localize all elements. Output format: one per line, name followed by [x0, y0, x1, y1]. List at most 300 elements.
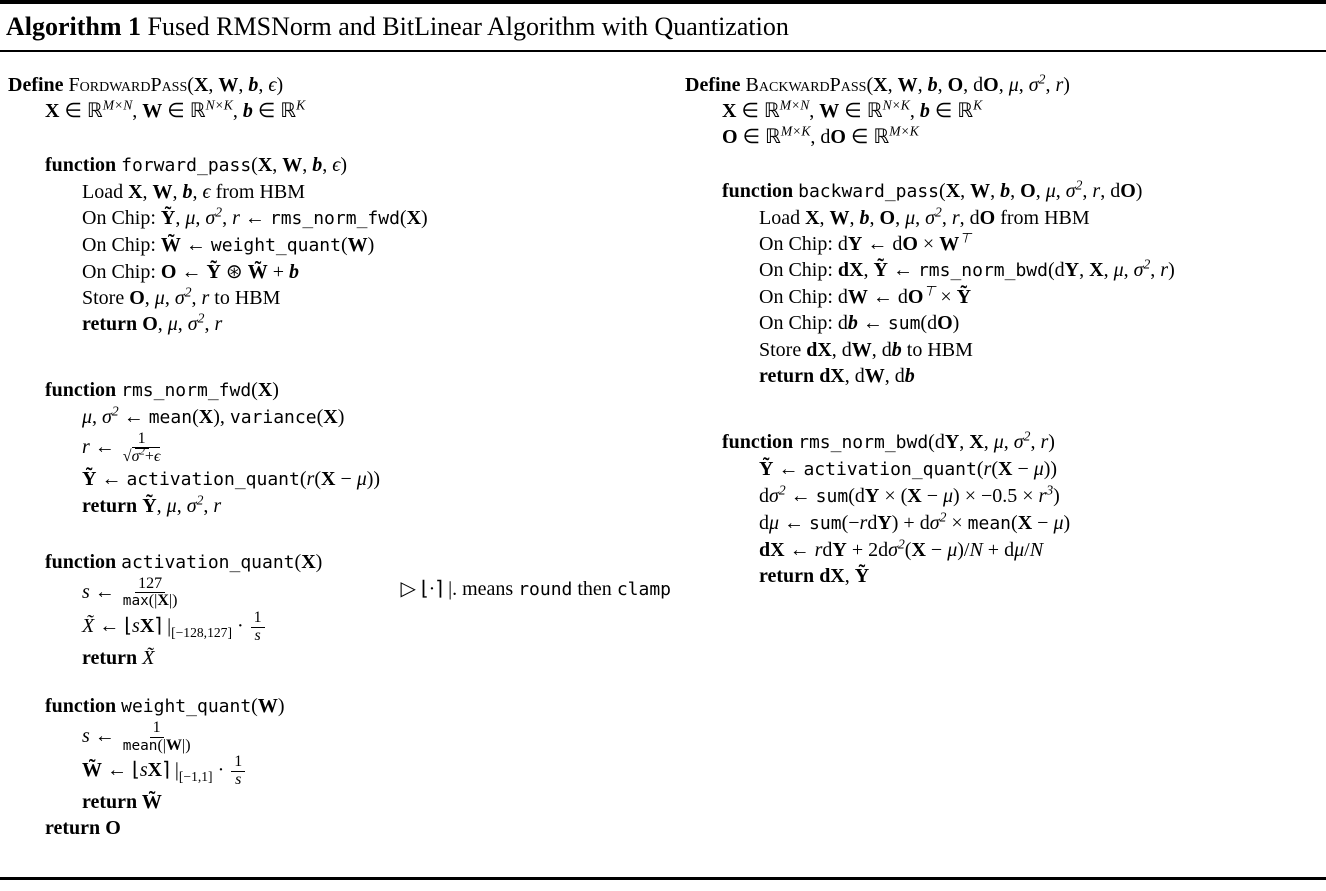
code-text: r — [232, 207, 240, 229]
code-text: X — [257, 379, 273, 401]
code-text: K — [296, 97, 306, 113]
code-text: σ — [131, 447, 140, 465]
code-text: , — [819, 207, 830, 229]
code-line — [685, 124, 1322, 150]
fraction — [251, 610, 265, 645]
code-text: μ — [947, 539, 958, 561]
bottom-rule — [0, 877, 1326, 880]
code-text: 2 — [196, 491, 204, 507]
code-text: O — [105, 816, 121, 839]
code-line — [685, 72, 1322, 98]
code-text: 1 — [137, 430, 146, 447]
fraction — [231, 754, 245, 789]
code-text: μ — [769, 512, 780, 534]
code-text: b — [904, 365, 915, 387]
code-line — [8, 152, 677, 179]
code-text: s — [82, 580, 90, 603]
code-text: σ — [925, 207, 936, 229]
code-text: dX — [806, 339, 832, 361]
code-text: b — [242, 100, 253, 122]
code-text: b — [859, 207, 870, 229]
code-text: to HBM — [209, 287, 281, 309]
code-text: ← — [779, 512, 810, 534]
code-text: clamp — [616, 578, 671, 600]
code-text: X — [320, 467, 336, 490]
code-text: O — [947, 74, 964, 96]
algorithm-label: Algorithm 1 — [6, 12, 142, 41]
code-text: Ỹ — [759, 458, 774, 480]
code-line — [685, 537, 1322, 563]
code-line — [8, 576, 677, 611]
code-text: ( — [316, 406, 324, 428]
code-line — [685, 231, 1322, 257]
algorithm-title — [6, 11, 1322, 43]
code-text: μ — [154, 287, 165, 309]
code-text: r — [213, 494, 222, 517]
code-text: ) — [952, 312, 960, 334]
code-text: (| — [148, 592, 158, 610]
code-text: O — [983, 74, 999, 96]
code-text: )) — [1043, 458, 1058, 480]
code-text: W — [939, 233, 960, 255]
code-text: rms_norm_fwd — [121, 380, 252, 401]
code-text: ∈ ℝ — [162, 100, 206, 122]
code-text: O — [907, 286, 924, 308]
code-text: ) — [1168, 259, 1175, 281]
code-text: ( — [192, 406, 199, 428]
code-text: b — [919, 100, 930, 122]
code-text: ← ⌊ — [94, 615, 133, 638]
code-text: ⊤ — [959, 230, 972, 246]
code-text: return — [82, 790, 142, 813]
code-text: ) — [1135, 180, 1143, 202]
code-text: , d — [810, 126, 831, 148]
code-text: , — [222, 207, 233, 229]
code-text: dX — [759, 539, 785, 561]
code-text: function — [722, 431, 799, 453]
code-text: O — [937, 312, 953, 334]
code-text: W — [142, 100, 163, 122]
code-line — [8, 404, 677, 431]
code-text: + — [144, 447, 154, 465]
code-text: N — [969, 539, 983, 561]
code-text: ( — [939, 180, 946, 202]
code-text: On Chip: d — [759, 312, 848, 334]
code-text: − — [1012, 458, 1034, 480]
code-text: Ỹ — [854, 565, 870, 587]
code-text: activation_quant — [126, 468, 300, 490]
code-text: backward_pass — [798, 181, 940, 202]
code-text: ← — [176, 261, 207, 283]
right-column — [677, 72, 1322, 841]
code-text: ( — [1011, 512, 1018, 534]
code-text: M×K — [780, 123, 811, 139]
code-text: ∈ ℝ — [845, 126, 890, 148]
code-text: · — [232, 615, 249, 638]
code-text: 2 — [939, 509, 947, 525]
code-line — [8, 789, 677, 815]
code-text: X̃ — [142, 646, 155, 669]
code-text: W — [851, 339, 872, 361]
code-text: ∈ ℝ — [737, 126, 781, 148]
code-text: W — [282, 154, 303, 176]
code-text: weight_quant — [210, 235, 341, 256]
code-text: On Chip: — [82, 261, 161, 283]
code-text: ( — [976, 458, 984, 480]
code-text: , — [849, 207, 860, 229]
code-text: − — [925, 539, 948, 561]
code-text: , — [1103, 259, 1114, 281]
code-text: , — [322, 154, 333, 176]
code-line — [685, 205, 1322, 231]
code-text: O — [129, 287, 145, 309]
code-text: X — [193, 74, 209, 96]
code-text: 2 — [1143, 256, 1151, 272]
code-text: Ỹ — [160, 207, 176, 229]
code-text: M×N — [779, 97, 810, 113]
code-text: X — [257, 154, 273, 176]
code-text: ϵ — [332, 154, 341, 176]
code-text: O — [160, 261, 177, 283]
code-text: , d — [963, 74, 984, 96]
code-text: μ — [167, 313, 178, 335]
code-text: ) — [276, 74, 284, 96]
code-text: W — [347, 234, 368, 256]
code-text: ← — [89, 435, 120, 458]
code-text: sum — [887, 313, 921, 334]
code-text: Ỹ — [956, 286, 972, 308]
code-text: )/ — [957, 539, 970, 561]
code-text: function — [45, 379, 122, 401]
code-text: W — [165, 736, 182, 754]
code-text: , — [909, 100, 920, 122]
code-text: X — [907, 485, 922, 507]
code-text: Load — [82, 181, 129, 203]
code-text: , — [156, 494, 167, 517]
algorithm-header — [0, 0, 1326, 52]
code-text: O — [879, 207, 896, 229]
code-text: return — [759, 565, 820, 587]
code-text: W̃ — [160, 234, 181, 256]
block-gap — [685, 389, 1322, 429]
code-text: , — [191, 287, 202, 309]
code-text: 127 — [138, 574, 163, 592]
algorithm-caption: Fused RMSNorm and BitLinear Algorithm with Quantization — [147, 12, 789, 41]
code-text: ) + d — [891, 512, 930, 534]
code-text: ← — [239, 207, 270, 229]
code-text: , — [937, 74, 948, 96]
code-text: , — [809, 100, 820, 122]
code-text: (− — [841, 512, 860, 534]
code-text: , — [203, 494, 214, 517]
code-text: μ — [166, 494, 177, 517]
code-text: X — [805, 207, 820, 229]
code-text: σ — [1065, 180, 1076, 202]
code-text: W — [970, 180, 991, 202]
code-text: r — [814, 539, 823, 561]
code-text: ( — [299, 467, 307, 490]
code-text: dX — [819, 365, 845, 387]
code-text: ) — [277, 694, 285, 717]
left-column — [8, 72, 677, 841]
code-text: O — [1020, 180, 1036, 202]
code-text: μ — [1033, 458, 1044, 480]
code-text: Y — [944, 431, 960, 453]
code-text: from HBM — [210, 181, 306, 203]
code-text: return — [82, 494, 143, 517]
code-text: − — [335, 467, 357, 490]
code-text: W — [257, 694, 278, 717]
code-text: σ — [174, 287, 185, 309]
code-text: X — [139, 615, 155, 638]
code-text: , — [1123, 259, 1134, 281]
code-text: 2 — [897, 536, 905, 552]
code-line — [8, 98, 677, 124]
fraction — [122, 720, 192, 755]
code-line — [8, 259, 677, 285]
code-text: ( — [866, 74, 874, 96]
code-line — [685, 363, 1322, 389]
code-text: Ỹ — [142, 494, 157, 517]
code-text: On Chip: — [759, 259, 838, 281]
code-text: N — [1029, 539, 1044, 561]
inline-comment — [400, 576, 677, 603]
code-text: , — [844, 565, 855, 587]
code-line — [685, 98, 1322, 124]
code-text: X — [301, 550, 316, 573]
code-text: b — [927, 74, 938, 96]
code-text: s — [254, 626, 261, 644]
code-text: , — [1045, 74, 1056, 96]
code-text: , — [132, 100, 143, 122]
code-text: X — [147, 759, 163, 782]
code-text: from HBM — [995, 207, 1090, 229]
code-text: b — [248, 74, 259, 96]
code-text: ← — [784, 539, 815, 561]
fraction — [122, 431, 162, 466]
code-text: ← ⌊ — [102, 759, 140, 782]
code-text: ) — [1063, 512, 1071, 534]
code-text: ← — [180, 234, 211, 256]
code-text: b — [288, 261, 299, 283]
code-text: ( — [251, 154, 258, 176]
code-text: W — [152, 181, 173, 203]
code-text: , — [176, 494, 187, 517]
code-text: μ — [993, 431, 1004, 453]
code-line — [685, 429, 1322, 456]
code-text: M×K — [889, 123, 919, 139]
code-text: r — [951, 207, 960, 229]
code-text: Y — [832, 539, 847, 561]
code-text: , — [990, 180, 1001, 202]
code-text: (d — [1047, 259, 1065, 281]
code-text: σ — [1028, 74, 1039, 96]
code-line — [685, 310, 1322, 337]
code-text: (d — [920, 312, 938, 334]
code-text: , — [195, 207, 206, 229]
code-text: , — [959, 431, 970, 453]
code-text: r — [201, 287, 210, 309]
code-text: X — [1089, 259, 1104, 281]
code-text: , d — [871, 339, 892, 361]
code-text: return — [82, 646, 143, 669]
code-line — [685, 257, 1322, 284]
code-text: ) — [367, 234, 375, 256]
code-text: d — [822, 539, 833, 561]
code-text: , — [204, 313, 215, 335]
code-text: , — [144, 287, 155, 309]
code-text: b — [1000, 180, 1011, 202]
code-text: , — [1150, 259, 1161, 281]
code-text: X — [1017, 512, 1033, 534]
code-line — [685, 456, 1322, 483]
code-text: W̃ — [141, 790, 162, 813]
code-text: 2 — [1075, 177, 1083, 193]
code-text: ) — [340, 154, 348, 176]
code-text: ← — [887, 259, 918, 281]
code-text: O — [902, 233, 918, 255]
code-text: , — [272, 154, 283, 176]
code-text: function — [45, 550, 122, 573]
code-text: 2 — [197, 310, 205, 326]
block-gap — [8, 337, 677, 377]
code-text: b — [847, 312, 858, 334]
code-text: b — [312, 154, 323, 176]
algorithm-body — [0, 52, 1326, 841]
code-text: ) — [1053, 485, 1060, 507]
code-text: Define — [685, 74, 741, 96]
code-text: function — [722, 180, 799, 202]
code-text: ( — [251, 379, 258, 401]
code-text: ⊛ — [220, 261, 248, 283]
code-text: ← — [857, 312, 888, 334]
code-text: ϵ — [268, 74, 277, 96]
code-text: σ — [929, 512, 940, 534]
code-text: O — [722, 126, 738, 148]
code-text: W̃ — [247, 261, 268, 283]
code-text: BackwardPass — [745, 74, 867, 96]
code-text: X — [323, 406, 338, 428]
code-line — [8, 693, 677, 720]
code-text: μ — [1014, 539, 1025, 561]
code-text: O — [979, 207, 996, 229]
code-text: N×K — [882, 97, 910, 113]
code-text: ) — [315, 550, 323, 573]
code-text: , — [1003, 431, 1014, 453]
code-text: , — [863, 259, 874, 281]
code-text: )) — [366, 467, 381, 490]
code-text: W — [829, 207, 850, 229]
code-text: to HBM — [901, 339, 973, 361]
code-text: ( — [399, 207, 407, 229]
code-text: (d — [928, 431, 945, 453]
code-text: , — [164, 287, 175, 309]
code-text: s — [132, 615, 140, 638]
code-text: ∈ ℝ — [929, 100, 974, 122]
code-text: r — [1055, 74, 1064, 96]
code-text: 2 — [111, 403, 119, 419]
code-text: + — [267, 261, 289, 283]
code-text: (d — [848, 485, 865, 507]
code-text: σ — [205, 207, 216, 229]
code-text: ( — [251, 694, 258, 717]
code-text: μ — [1045, 180, 1056, 202]
code-line — [8, 815, 677, 841]
code-text: ← — [773, 458, 804, 480]
code-text: max — [122, 593, 149, 610]
code-line — [8, 493, 677, 519]
code-text: (| — [157, 736, 166, 754]
code-text: + 2d — [846, 539, 889, 561]
code-text: W — [819, 100, 840, 122]
code-text: , — [869, 207, 880, 229]
code-text: W — [218, 74, 239, 96]
fraction — [122, 576, 179, 611]
code-text: , — [172, 181, 183, 203]
code-text: , — [998, 74, 1009, 96]
block-gap — [8, 671, 677, 693]
code-text: · — [212, 759, 230, 782]
code-text: × ( — [879, 485, 908, 507]
code-line — [8, 431, 677, 466]
code-line — [8, 377, 677, 404]
code-text: × — [935, 286, 957, 308]
code-text: ⌉ | — [154, 615, 172, 638]
code-text: ← — [118, 406, 149, 428]
code-text: , — [887, 74, 898, 96]
code-text: , — [192, 181, 203, 203]
code-line — [8, 610, 677, 645]
code-text: |) — [168, 592, 178, 610]
code-line — [8, 205, 677, 232]
code-text: σ — [1013, 431, 1024, 453]
code-text: σ — [186, 494, 197, 517]
radicand — [132, 447, 161, 465]
code-text: r — [306, 467, 315, 490]
code-text: Y — [847, 233, 863, 255]
code-line — [8, 720, 677, 755]
code-text: μ — [356, 467, 367, 490]
code-text: × — [946, 512, 968, 534]
code-text: ∈ ℝ — [736, 100, 780, 122]
code-text: Ỹ — [82, 467, 97, 490]
code-text: d — [759, 512, 769, 534]
code-text: / — [1024, 539, 1030, 561]
code-text: σ — [1133, 259, 1144, 281]
code-text: O — [1120, 180, 1136, 202]
code-line — [8, 311, 677, 337]
code-text: Load — [759, 207, 806, 229]
code-text: ← — [785, 485, 816, 507]
code-text: return — [759, 365, 820, 387]
code-text: ← — [96, 467, 127, 490]
code-text: + d — [982, 539, 1015, 561]
code-line — [685, 563, 1322, 589]
code-text: , d — [1100, 180, 1121, 202]
code-text: Define — [8, 74, 64, 96]
code-text: μ — [185, 207, 196, 229]
code-text: s — [82, 724, 90, 747]
code-text: function — [45, 154, 122, 176]
code-text: On Chip: d — [759, 286, 848, 308]
code-text: ▷ ⌊·⌉ |. means — [400, 577, 519, 600]
code-text: × — [917, 233, 940, 255]
code-text: r — [1040, 431, 1049, 453]
code-text: σ — [187, 313, 198, 335]
code-text: , — [1079, 259, 1090, 281]
code-text: μ — [1053, 512, 1064, 534]
code-text: ϵ — [153, 447, 161, 465]
